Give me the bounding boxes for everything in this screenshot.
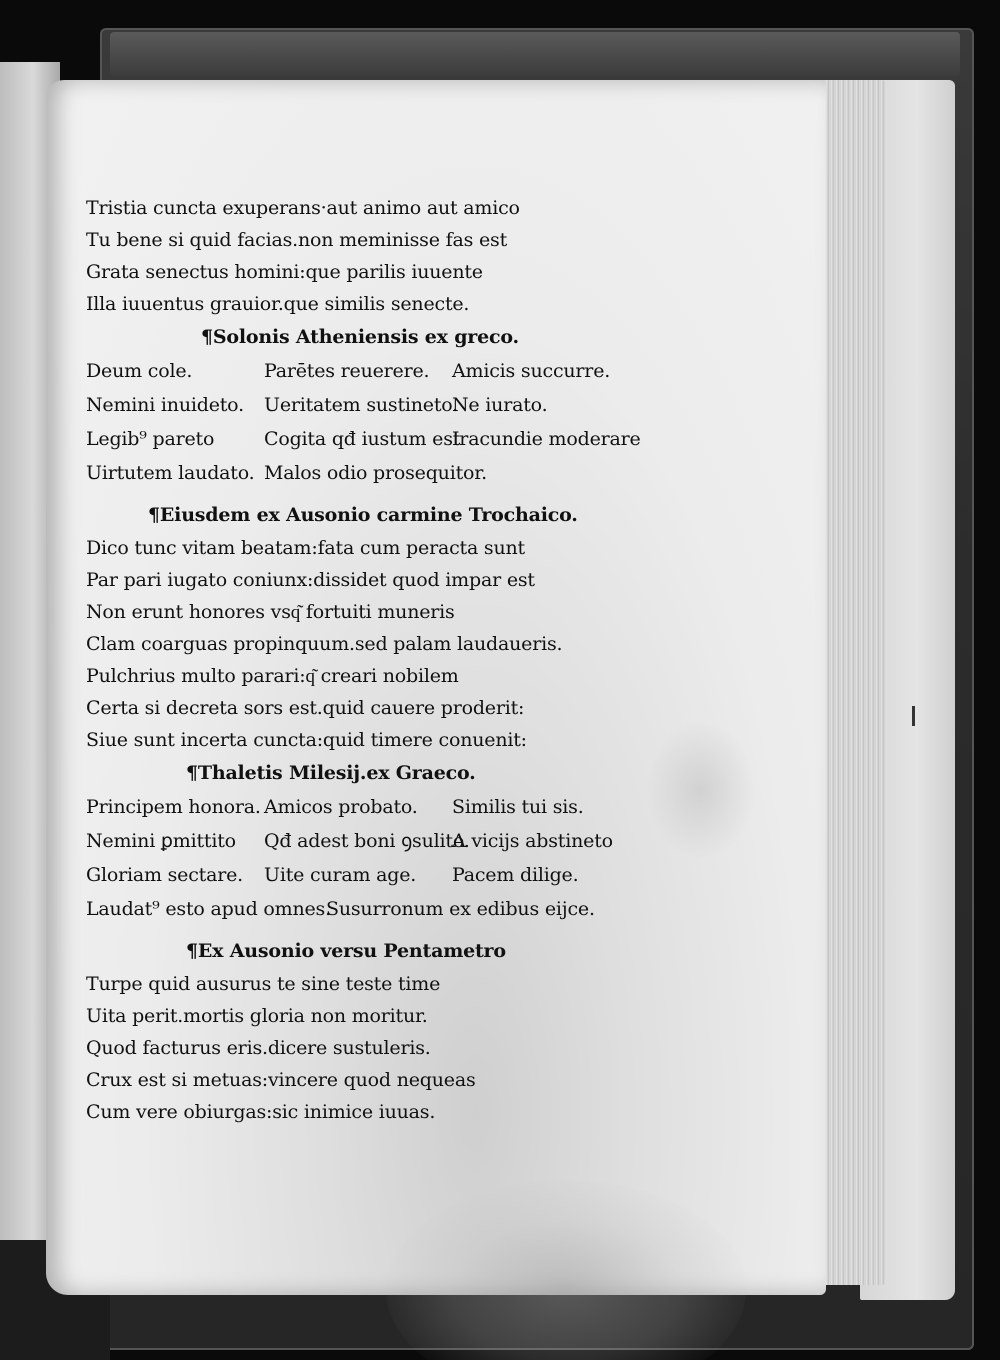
verse-line: Uita perit.mortis gloria non moritur. xyxy=(86,1005,428,1027)
section-thales xyxy=(86,756,646,926)
maxim-row xyxy=(86,388,646,422)
maxim: Qđ adest boni ꝯsulito. xyxy=(264,830,470,852)
verse-line: Non erunt honores vsq͂ fortuiti muneris xyxy=(86,601,455,623)
maxim: Principem honora. xyxy=(86,796,261,818)
margin-mark xyxy=(912,706,915,726)
maxim: Pacem dilige. xyxy=(452,864,579,886)
maxim: Similis tui sis. xyxy=(452,796,584,818)
maxim: Amicos probato. xyxy=(264,796,418,818)
verse-line: Quod facturus eris.dicere sustuleris. xyxy=(86,1037,431,1059)
maxim: Deum cole. xyxy=(86,360,193,382)
verse-line: Par pari iugato coniunx:dissidet quod impar est xyxy=(86,569,535,591)
maxim: Nemini ꝑmittito xyxy=(86,830,236,852)
section-ausonius-pentameter xyxy=(86,934,646,1128)
maxim: Uite curam age. xyxy=(264,864,417,886)
maxim: A vicijs abstineto xyxy=(452,830,613,852)
maxim: Legib⁹ pareto xyxy=(86,428,215,450)
maxim-row xyxy=(86,824,646,858)
section-opening-verses xyxy=(86,192,646,320)
verse-line: Cum vere obiurgas:sic inimice iuuas. xyxy=(86,1101,436,1123)
cover-top-edge xyxy=(110,32,960,76)
maxim-row xyxy=(86,422,646,456)
verse-line: Tu bene si quid facias.non meminisse fas est xyxy=(86,229,508,251)
maxim: Cogita qđ iustum est xyxy=(264,428,461,450)
verse-line: Tristia cuncta exuperans·aut animo aut amico xyxy=(86,197,520,219)
verse-line: Dico tunc vitam beatam:fata cum peracta sunt xyxy=(86,537,525,559)
text-block xyxy=(86,192,646,1128)
maxim: Iracundie moderare xyxy=(452,428,641,450)
maxim: Nemini inuideto. xyxy=(86,394,244,416)
maxim: Malos odio prosequitor. xyxy=(264,462,487,484)
bleed-through xyxy=(646,720,756,860)
verse-line: Certa si decreta sors est.quid cauere proderit: xyxy=(86,697,525,719)
section-heading: ¶Ex Ausonio versu Pentametro xyxy=(186,940,506,962)
maxim-row xyxy=(86,858,646,892)
maxim: Susurronum ex edibus eijce. xyxy=(326,898,595,920)
maxim: Ne iurato. xyxy=(452,394,548,416)
maxim: Amicis succurre. xyxy=(452,360,611,382)
section-heading: ¶Thaletis Milesij.ex Graeco. xyxy=(186,762,476,784)
maxim: Ueritatem sustineto. xyxy=(264,394,459,416)
maxim-row xyxy=(86,456,646,490)
verse-line: Crux est si metuas:vincere quod nequeas xyxy=(86,1069,476,1091)
verse-line: Illa iuuentus grauior.que similis senecte. xyxy=(86,293,470,315)
section-heading: ¶Eiusdem ex Ausonio carmine Trochaico. xyxy=(148,504,578,526)
maxim: Gloriam sectare. xyxy=(86,864,244,886)
water-stain xyxy=(386,1180,746,1360)
section-ausonius-trochaic xyxy=(86,498,646,756)
maxim: Parētes reuerere. xyxy=(264,360,430,382)
verse-line: Siue sunt incerta cuncta:quid timere conuenit: xyxy=(86,729,527,751)
section-heading: ¶Solonis Atheniensis ex greco. xyxy=(201,326,519,348)
maxim-row xyxy=(86,892,646,926)
maxim-row xyxy=(86,790,646,824)
section-solon xyxy=(86,320,646,490)
verse-line: Turpe quid ausurus te sine teste time xyxy=(86,973,441,995)
verse-line: Clam coarguas propinquum.sed palam laudaueris. xyxy=(86,633,563,655)
maxim-row xyxy=(86,354,646,388)
verse-line: Pulchrius multo parari:q͂ creari nobilem xyxy=(86,665,459,687)
maxim: Laudat⁹ esto apud omnes. xyxy=(86,898,331,920)
verse-line: Grata senectus homini:que parilis iuuente xyxy=(86,261,483,283)
maxim: Uirtutem laudato. xyxy=(86,462,255,484)
